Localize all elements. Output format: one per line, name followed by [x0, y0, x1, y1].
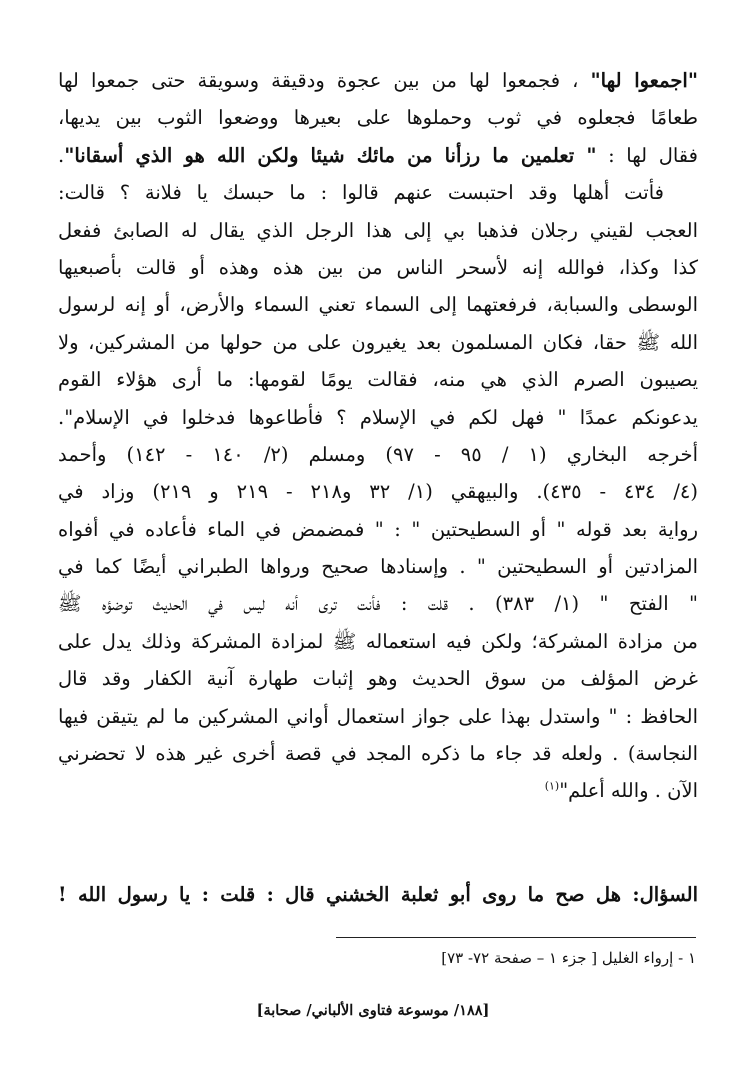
text-line-7: الوسطى والسبابة، فرفعتهما إلى السماء تعني السماء والأرض، أو إنه لرسول	[58, 293, 698, 317]
text-line-12: (٤/ ٤٣٤ - ٤٣٥). والبيهقي (١/ ٣٢ و٢١٨ - ٢١٩ و ٢١٩) وزاد في	[58, 480, 698, 504]
text-line-17: غرض المؤلف من سوق الحديث وهو إثبات طهارة آنية الكفار وقد قال	[58, 667, 698, 691]
text-line-2: طعامًا فجعلوه في ثوب وحملوها على بعيرها ووضعوا الثوب بين يديها،	[58, 106, 698, 130]
text-line-3-start: فقال لها :	[596, 143, 698, 167]
main-text-block	[58, 62, 698, 810]
text-line-6: كذا وكذا، فوالله إنه لأسحر الناس من بين هذه وهذه أو قالت بأصبعيها	[58, 255, 698, 279]
quoted-speech: " تعلمين ما رزأنا من مائك شيئا ولكن الله هو الذي أسقانا"	[64, 143, 597, 167]
page-footer: [١٨٨/ موسوعة فتاوى الألباني/ صحابة]	[256, 1002, 490, 1019]
text-line-13: رواية بعد قوله " أو السطيحتين " : " فمضمض في الماء فأعاده في أفواه	[58, 517, 698, 541]
text-line-15: " الفتح " (١/ ٣٨٣) . قلت : فأنت ترى أنه ليس في الحديث توضؤه ﷺ	[58, 592, 698, 616]
text-line-20	[58, 772, 698, 809]
quoted-command: "اجمعوا لها"	[590, 69, 698, 92]
text-line-3-end: .	[58, 143, 65, 167]
text-line-9: يصيبون الصرم الذي هي منه، فقالت يومًا لقومها: ما أرى هؤلاء القوم	[58, 368, 698, 392]
text-line-14: المزادتين أو السطيحتين " . وإسنادها صحيح ورواها الطبراني أيضًا كما في	[58, 555, 698, 579]
text-line-11: أخرجه البخاري (١ / ٩٥ - ٩٧) ومسلم (٢/ ١٤٠ - ١٤٢) وأحمد	[58, 442, 698, 466]
footnote: ١ - إرواء الغليل [ جزء ١ – صفحة ٧٢- ٧٣]	[441, 949, 696, 967]
text-line-1	[58, 62, 698, 99]
text-line-18: الحافظ : " واستدل بهذا على جواز استعمال أواني المشركين ما لم يتيقن فيها	[58, 704, 698, 728]
question-label: السؤال:	[632, 883, 698, 906]
text-line-3	[58, 137, 698, 174]
text-line-19: النجاسة) . ولعله قد جاء ما ذكره المجد في قصة أخرى غير هذه لا تحضرني	[58, 742, 698, 766]
question-text: هل صح ما روى أبو ثعلبة الخشني قال : قلت : يا رسول الله !	[58, 883, 633, 906]
text-line-10: يدعونكم عمدًا " فهل لكم في الإسلام ؟ فأطاعوها فدخلوا في الإسلام".	[58, 405, 698, 429]
footnote-divider	[336, 937, 696, 938]
question-heading	[58, 876, 698, 913]
text-line-8: الله ﷺ حقا، فكان المسلمون بعد يغيرون على من حولها من المشركين، ولا	[58, 330, 698, 354]
last-line-text: الآن . والله أعلم"	[559, 779, 698, 803]
text-line-4: فأتت أهلها وقد احتبست عنهم قالوا : ما حبسك يا فلانة ؟ قالت:	[58, 181, 664, 205]
text-line-16: من مزادة المشركة؛ ولكن فيه استعماله ﷺ لمزادة المشركة وذلك يدل على	[58, 629, 698, 653]
text-line-1-rest: ، فجمعوا لها من بين عجوة ودقيقة وسويقة حتى جمعوا لها	[58, 69, 591, 92]
text-line-5: العجب لقيني رجلان فذهبا بي إلى هذا الرجل الذي يقال له الصابئ ففعل	[58, 218, 698, 242]
footnote-reference: (١)	[544, 779, 560, 793]
